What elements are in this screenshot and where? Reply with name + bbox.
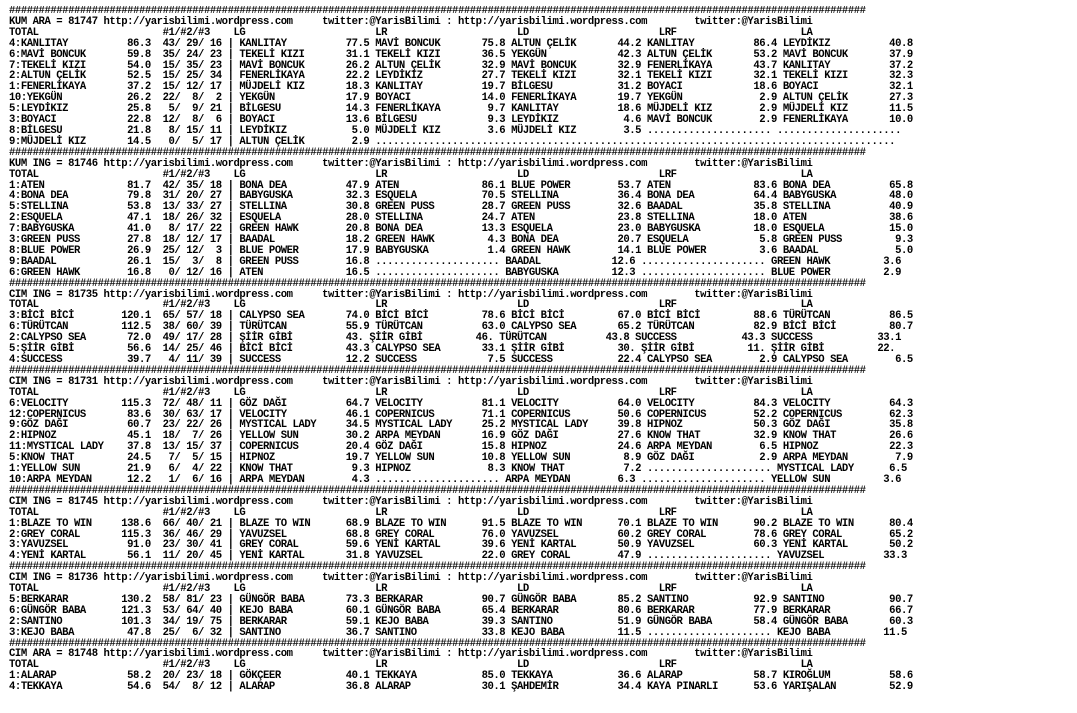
text-line: 2:ALTUN ÇELİK 52.5 15/ 25/ 34 | FENERLİKAYA 22.2 LEYDİKIZ 27.7 TEKELİ KIZI 32.1 TEKELİ KIZI 32.1 TEKELİ KIZI 32.3 — [9, 70, 913, 83]
separator-line: ################################################################################################################################################# — [9, 637, 866, 650]
text-line: 4:YENİ KARTAL 56.1 11/ 20/ 45 | YENİ KARTAL 31.8 YAVUZSEL 22.0 GREY CORAL 47.9 ..................... YAVUZSEL 33.3 — [9, 550, 907, 563]
text-line: 5:ŞİİR GİBİ 56.6 14/ 25/ 46 | BİCİ BİCİ 43.3 CALYPSO SEA 33.1 ŞİİR GİBİ 30. ŞİİR GİBİ 11. ŞİİR GİBİ 22. — [9, 343, 896, 356]
text-line: 4:BONA DEA 79.8 31/ 20/ 27 | BABYGUSKA 32.3 ESQUELA 70.5 STELLINA 36.4 BONA DEA 64.4 BABYGUSKA 48.0 — [9, 190, 913, 203]
text-line: 2:SANTINO 101.3 34/ 19/ 75 | BERKARAR 59.1 KEJO BABA 39.3 SANTINO 51.9 GÜNGÖR BABA 58.4 GÜNGÖR BABA 60.3 — [9, 615, 913, 628]
text-line: 6:GREEN HAWK 16.8 0/ 12/ 16 | ATEN 16.5 ..................... BABYGUSKA 12.3 ..................... BLUE POWER 2.9 — [9, 266, 902, 279]
text-line: 6:GÜNGÖR BABA 121.3 53/ 64/ 40 | KEJO BABA 60.1 GÜNGÖR BABA 65.4 BERKARAR 80.6 BERKARAR 77.9 BERKARAR 66.7 — [9, 604, 913, 617]
text-line: CIM ING = 81735 http://yarisbilimi.wordpress.com twitter:@YarisBilimi : http://yarisbilimi.wordpress.com twitter:@YarisBilimi — [9, 288, 813, 301]
text-line: 2:HIPNOZ 45.1 18/ 7/ 26 | YELLOW SUN 30.2 ARPA MEYDAN 16.9 GÖZ DAĞI 27.6 KNOW THAT 32.9 KNOW THAT 26.6 — [9, 430, 913, 443]
text-line: 5:LEYDİKIZ 25.8 5/ 9/ 21 | BİLGESU 14.3 FENERLİKAYA 9.7 KANLITAY 18.6 MÜJDELİ KIZ 2.9 MÜJDELİ KIZ 11.5 — [9, 103, 913, 116]
text-line: 2:CALYPSO SEA 72.0 49/ 17/ 28 | ŞİİR GİBİ 43. ŞİİR GİBİ 46. TÜRÜTCAN 43.8 SUCCESS 43.3 SUCCESS 33.1 — [9, 332, 902, 345]
text-line: TOTAL #1/#2/#3 LG LR LD LRF LA — [9, 583, 813, 596]
text-line: 9:BAADAL 26.1 15/ 3/ 8 | GREEN PUSS 16.8 ..................... BAADAL 12.6 ..................... GREEN HAWK 3.6 — [9, 255, 902, 268]
text-line: 8:BİLGESU 21.8 8/ 15/ 11 | LEYDİKIZ 5.0 MÜJDELİ KIZ 3.6 MÜJDELİ KIZ 3.5 ..................... ..................... — [9, 124, 902, 137]
text-line: 3:KEJO BABA 47.8 25/ 6/ 32 | SANTINO 36.7 SANTINO 33.8 KEJO BABA 11.5 ..................... KEJO BABA 11.5 — [9, 626, 907, 639]
text-line: 10:YEKGÜN 26.2 22/ 8/ 2 | YEKGÜN 17.9 BOYACI 14.0 FENERLİKAYA 19.7 YEKGÜN 2.9 ALTUN ÇELİK 27.3 — [9, 92, 913, 105]
text-line: 5:KNOW THAT 24.5 7/ 5/ 15 | HIPNOZ 19.7 YELLOW SUN 10.8 YELLOW SUN 8.9 GÖZ DAĞI 2.9 ARPA MEYDAN 7.9 — [9, 452, 913, 465]
text-line: TOTAL #1/#2/#3 LG LR LD LRF LA — [9, 299, 813, 312]
separator-line: ################################################################################################################################################# — [9, 484, 866, 497]
text-line: 8:BLUE POWER 26.9 25/ 12/ 3 | BLUE POWER 17.9 BABYGUSKA 1.4 GREEN HAWK 14.1 BLUE POWER 3.6 BAADAL 5.0 — [9, 244, 913, 257]
text-line: CIM ING = 81736 http://yarisbilimi.wordpress.com twitter:@YarisBilimi : http://yarisbilimi.wordpress.com twitter:@YarisBilimi — [9, 572, 813, 585]
text-line: TOTAL #1/#2/#3 LG LR LD LRF LA — [9, 26, 813, 39]
text-line: 2:ESQUELA 47.1 18/ 26/ 32 | ESQUELA 28.0 STELLINA 24.7 ATEN 23.8 STELLINA 18.0 ATEN 38.6 — [9, 212, 913, 225]
text-line: 12:COPERNICUS 83.6 30/ 63/ 17 | VELOCITY 46.1 COPERNICUS 71.1 COPERNICUS 50.6 COPERNICUS 52.2 COPERNICUS 62.3 — [9, 408, 913, 421]
separator-line: ################################################################################################################################################# — [9, 146, 866, 159]
text-line: 6:TÜRÜTCAN 112.5 38/ 60/ 39 | TÜRÜTCAN 55.9 TÜRÜTCAN 63.0 CALYPSO SEA 65.2 TÜRÜTCAN 82.9 BİCİ BİCİ 80.7 — [9, 321, 913, 334]
text-line: 1:ATEN 81.7 42/ 35/ 18 | BONA DEA 47.9 ATEN 86.1 BLUE POWER 53.7 ATEN 83.6 BONA DEA 65.8 — [9, 179, 913, 192]
text-line: TOTAL #1/#2/#3 LG LR LD LRF LA — [9, 659, 813, 672]
separator-line: ################################################################################################################################################# — [9, 561, 866, 574]
text-line: KUM ARA = 81747 http://yarisbilimi.wordpress.com twitter:@YarisBilimi : http://yarisbilimi.wordpress.com twitter:@YarisBilimi — [9, 15, 813, 28]
text-line: 5:BERKARAR 130.2 58/ 81/ 23 | GÜNGÖR BABA 73.3 BERKARAR 90.7 GÜNGÖR BABA 85.2 SANTINO 92.9 SANTINO 90.7 — [9, 593, 913, 606]
text-line: 5:STELLINA 53.8 13/ 33/ 27 | STELLINA 30.8 GREEN PUSS 28.7 GREEN PUSS 32.6 BAADAL 35.8 STELLINA 40.9 — [9, 201, 913, 214]
separator-line: ################################################################################################################################################# — [9, 364, 866, 377]
text-line: 7:BABYGUSKA 41.0 8/ 17/ 22 | GREEN HAWK 20.8 BONA DEA 13.3 ESQUELA 23.0 BABYGUSKA 18.0 ESQUELA 15.0 — [9, 223, 913, 236]
text-line: CIM ARA = 81748 http://yarisbilimi.wordpress.com twitter:@YarisBilimi : http://yarisbilimi.wordpress.com twitter:@YarisBilimi — [9, 648, 813, 661]
separator-line: ################################################################################################################################################# — [9, 6, 866, 17]
text-line: 4:SUCCESS 39.7 4/ 11/ 39 | SUCCESS 12.2 SUCCESS 7.5 SUCCESS 22.4 CALYPSO SEA 2.9 CALYPSO SEA 6.5 — [9, 354, 913, 366]
text-line: 1:YELLOW SUN 21.9 6/ 4/ 22 | KNOW THAT 9.3 HIPNOZ 8.3 KNOW THAT 7.2 ..................... MYSTICAL LADY 6.5 — [9, 463, 907, 476]
text-line: TOTAL #1/#2/#3 LG LR LD LRF LA — [9, 168, 813, 181]
text-line: 3:BOYACI 22.8 12/ 8/ 6 | BOYACI 13.6 BİLGESU 9.3 LEYDİKIZ 4.6 MAVİ BONCUK 2.9 FENERLİKAYA 10.0 — [9, 114, 913, 127]
text-line: 4:KANLITAY 86.3 43/ 29/ 16 | KANLITAY 77.5 MAVİ BONCUK 75.8 ALTUN ÇELİK 44.2 KANLITAY 86.4 LEYDİKIZ 40.8 — [9, 37, 913, 50]
text-line: 3:GREEN PUSS 27.8 18/ 12/ 17 | BAADAL 18.2 GREEN HAWK 4.3 BONA DEA 20.7 ESQUELA 5.8 GREEN PUSS 9.3 — [9, 234, 913, 247]
text-line: 1:FENERLİKAYA 37.2 15/ 12/ 17 | MÜJDELİ KIZ 18.3 KANLITAY 19.7 BİLGESU 31.2 BOYACI 18.6 BOYACI 32.1 — [9, 81, 913, 94]
separator-line: ################################################################################################################################################# — [9, 277, 866, 290]
text-line: TOTAL #1/#2/#3 LG LR LD LRF LA — [9, 506, 813, 519]
text-line: 2:GREY CORAL 115.3 36/ 46/ 29 | YAVUZSEL 68.8 GREY CORAL 76.0 YAVUZSEL 60.2 GREY CORAL 78.6 GREY CORAL 65.2 — [9, 528, 913, 541]
text-line: 7:TEKELİ KIZI 54.0 15/ 35/ 23 | MAVİ BONCUK 26.2 ALTUN ÇELİK 32.9 MAVİ BONCUK 32.9 FENERLİKAYA 43.7 KANLITAY 37.2 — [9, 59, 913, 72]
text-line: 1:ALARAP 58.2 20/ 23/ 18 | GÖKÇEER 40.1 TEKKAYA 85.0 TEKKAYA 36.6 ALARAP 58.7 KIROĞLUM 58.6 — [9, 670, 913, 683]
race-stats-document — [9, 6, 1075, 711]
text-line: KUM ING = 81746 http://yarisbilimi.wordpress.com twitter:@YarisBilimi : http://yarisbilimi.wordpress.com twitter:@YarisBilimi — [9, 157, 813, 170]
text-line: 10:ARPA MEYDAN 12.2 1/ 6/ 16 | ARPA MEYDAN 4.3 ..................... ARPA MEYDAN 6.3 ..................... YELLOW SUN 3.6 — [9, 473, 902, 486]
text-line: TOTAL #1/#2/#3 LG LR LD LRF LA — [9, 386, 813, 399]
text-line: CIM ING = 81745 http://yarisbilimi.wordpress.com twitter:@YarisBilimi : http://yarisbilimi.wordpress.com twitter:@YarisBilimi — [9, 495, 813, 508]
text-line: CIM ING = 81731 http://yarisbilimi.wordpress.com twitter:@YarisBilimi : http://yarisbilimi.wordpress.com twitter:@YarisBilimi — [9, 375, 813, 388]
text-line: 3:BİCİ BİCİ 120.1 65/ 57/ 18 | CALYPSO SEA 74.0 BİCİ BİCİ 78.6 BİCİ BİCİ 67.0 BİCİ BİCİ 88.6 TÜRÜTCAN 86.5 — [9, 310, 913, 323]
text-line: 9:GÖZ DAĞI 60.7 23/ 22/ 26 | MYSTICAL LADY 34.5 MYSTICAL LADY 25.2 MYSTICAL LADY 39.8 HIPNOZ 50.3 GÖZ DAĞI 35.8 — [9, 419, 913, 432]
text-line: 1:BLAZE TO WIN 138.6 66/ 40/ 21 | BLAZE TO WIN 68.9 BLAZE TO WIN 91.5 BLAZE TO WIN 70.1 BLAZE TO WIN 90.2 BLAZE TO WIN 80.4 — [9, 517, 913, 530]
text-line: 3:YAVUZSEL 91.0 23/ 30/ 41 | GREY CORAL 59.6 YENİ KARTAL 39.6 YENİ KARTAL 50.9 YAVUZSEL 60.3 YENİ KARTAL 50.2 — [9, 539, 913, 552]
text-line: 11:MYSTICAL LADY 37.8 13/ 15/ 37 | COPERNICUS 20.4 GÖZ DAĞI 15.8 HIPNOZ 24.6 ARPA MEYDAN 6.5 HIPNOZ 22.3 — [9, 441, 913, 454]
text-line: 6:MAVİ BONCUK 59.8 35/ 24/ 23 | TEKELİ KIZI 31.1 TEKELİ KIZI 36.5 YEKGÜN 42.3 ALTUN ÇELİK 53.2 MAVİ BONCUK 37.9 — [9, 48, 913, 61]
text-line: 9:MÜJDELİ KIZ 14.5 0/ 5/ 17 | ALTUN ÇELİK 2.9 ........................................................................................ — [9, 135, 896, 148]
text-line: 6:VELOCITY 115.3 72/ 48/ 11 | GÖZ DAĞI 64.7 VELOCITY 81.1 VELOCITY 64.0 VELOCITY 84.3 VELOCITY 64.3 — [9, 397, 913, 410]
text-line: 4:TEKKAYA 54.6 54/ 8/ 12 | ALARAP 36.8 ALARAP 30.1 ŞAHDEMİR 34.4 KAYA PINARLI 53.6 YARIŞALAN 52.9 — [9, 681, 913, 694]
